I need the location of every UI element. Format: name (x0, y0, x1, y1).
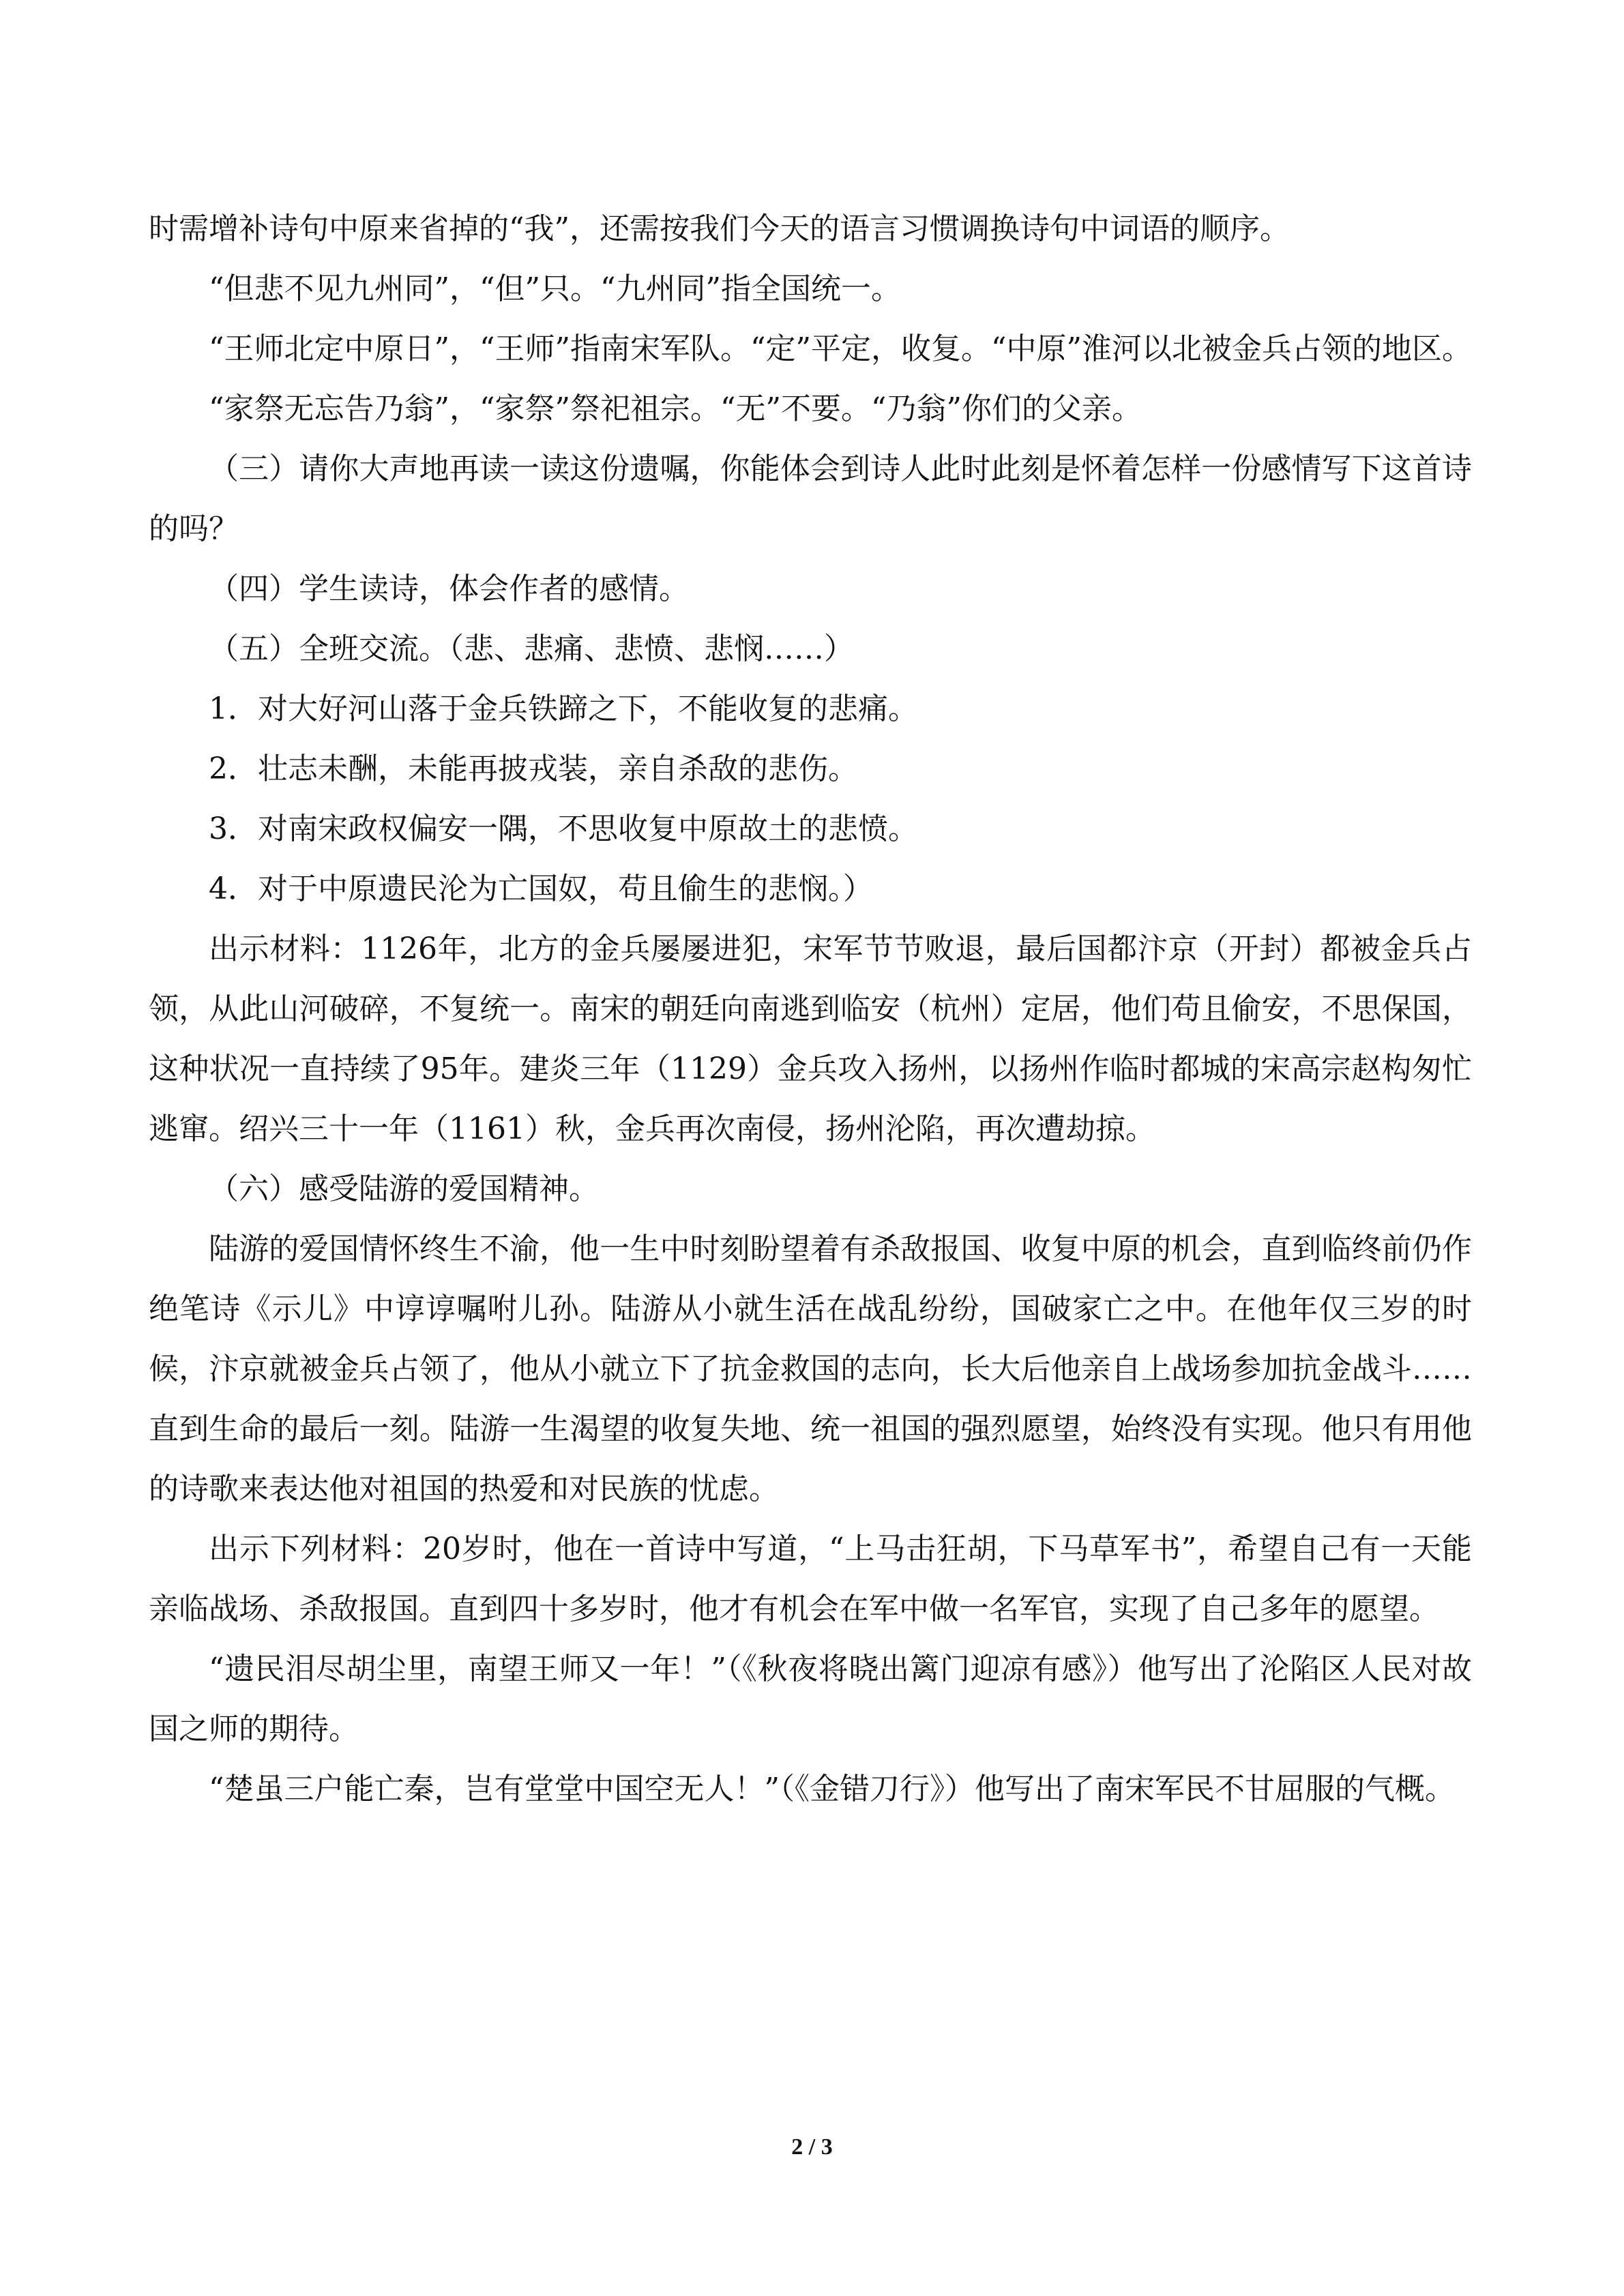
paragraph: （五）全班交流。（悲、悲痛、悲愤、悲悯……） (209, 631, 854, 666)
document-body (149, 199, 1472, 1819)
paragraph: “遗民泪尽胡尘里，南望王师又一年！”（《秋夜将晓出篱门迎凉有感》）他写出了沦陷区人民对故国之师的期待。 (149, 1652, 1473, 1746)
paragraph: “王师北定中原日”，“王师”指南宋军队。“定”平定，收复。“中原”淮河以北被金兵占领的地区。 (209, 331, 1472, 366)
paragraph: 陆游的爱国情怀终生不渝，他一生中时刻盼望着有杀敌报国、收复中原的机会，直到临终前仍作绝笔诗《示儿》中谆谆嘱咐儿孙。陆游从小就生活在战乱纷纷，国破家亡之中。在他年仅三岁的时候，汴京就被金兵占领了，他从小就立下了抗金救国的志向，长大后他亲自上战场参加抗金战斗……直到生命的最后一刻。陆游一生渴望的收复失地、统一祖国的强烈愿望，始终没有实现。他只有用他的诗歌来表达他对祖国的热爱和对民族的忧虑。 (149, 1232, 1472, 1506)
paragraph: “楚虽三户能亡秦，岂有堂堂中国空无人！”（《金错刀行》）他写出了南宋军民不甘屈服的气概。 (209, 1772, 1455, 1806)
paragraph: “但悲不见九州同”，“但”只。“九州同”指全国统一。 (209, 271, 901, 306)
paragraph: 时需增补诗句中原来省掉的“我”，还需按我们今天的语言习惯调换诗句中词语的顺序。 (149, 211, 1290, 246)
paragraph: 出示下列材料：20岁时，他在一首诗中写道，“上马击狂胡，下马草军书”，希望自己有一天能亲临战场、杀敌报国。直到四十多岁时，他才有机会在军中做一名军官，实现了自己多年的愿望。 (149, 1532, 1472, 1626)
paragraph: “家祭无忘告乃翁”，“家祭”祭祀祖宗。“无”不要。“乃翁”你们的父亲。 (209, 391, 1142, 426)
paragraph: 出示材料：1126年，北方的金兵屡屡进犯，宋军节节败退，最后国都汴京（开封）都被金兵占领，从此山河破碎，不复统一。南宋的朝廷向南逃到临安（杭州）定居，他们苟且偷安，不思保国，这种状况一直持续了95年。建炎三年（1129）金兵攻入扬州，以扬州作临时都城的宋高宗赵构匆忙逃窜。绍兴三十一年（1161）秋，金兵再次南侵，扬州沦陷，再次遭劫掠。 (149, 931, 1472, 1146)
paragraph: （四）学生读诗，体会作者的感情。 (209, 571, 689, 606)
paragraph: （六）感受陆游的爱国精神。 (209, 1172, 599, 1206)
list-item: 4．对于中原遗民沦为亡国奴，苟且偷生的悲悯。） (209, 871, 873, 906)
list-item: 2．壮志未酬，未能再披戎装，亲自杀敌的悲伤。 (209, 751, 858, 786)
page-number: 2 / 3 (791, 2134, 833, 2160)
list-item: 1．对大好河山落于金兵铁蹄之下，不能收复的悲痛。 (209, 691, 918, 726)
list-item: 3．对南宋政权偏安一隅，不思收复中原故土的悲愤。 (209, 811, 918, 846)
paragraph: （三）请你大声地再读一读这份遗嘱，你能体会到诗人此时此刻是怀着怎样一份感情写下这首诗的吗？ (149, 451, 1472, 546)
